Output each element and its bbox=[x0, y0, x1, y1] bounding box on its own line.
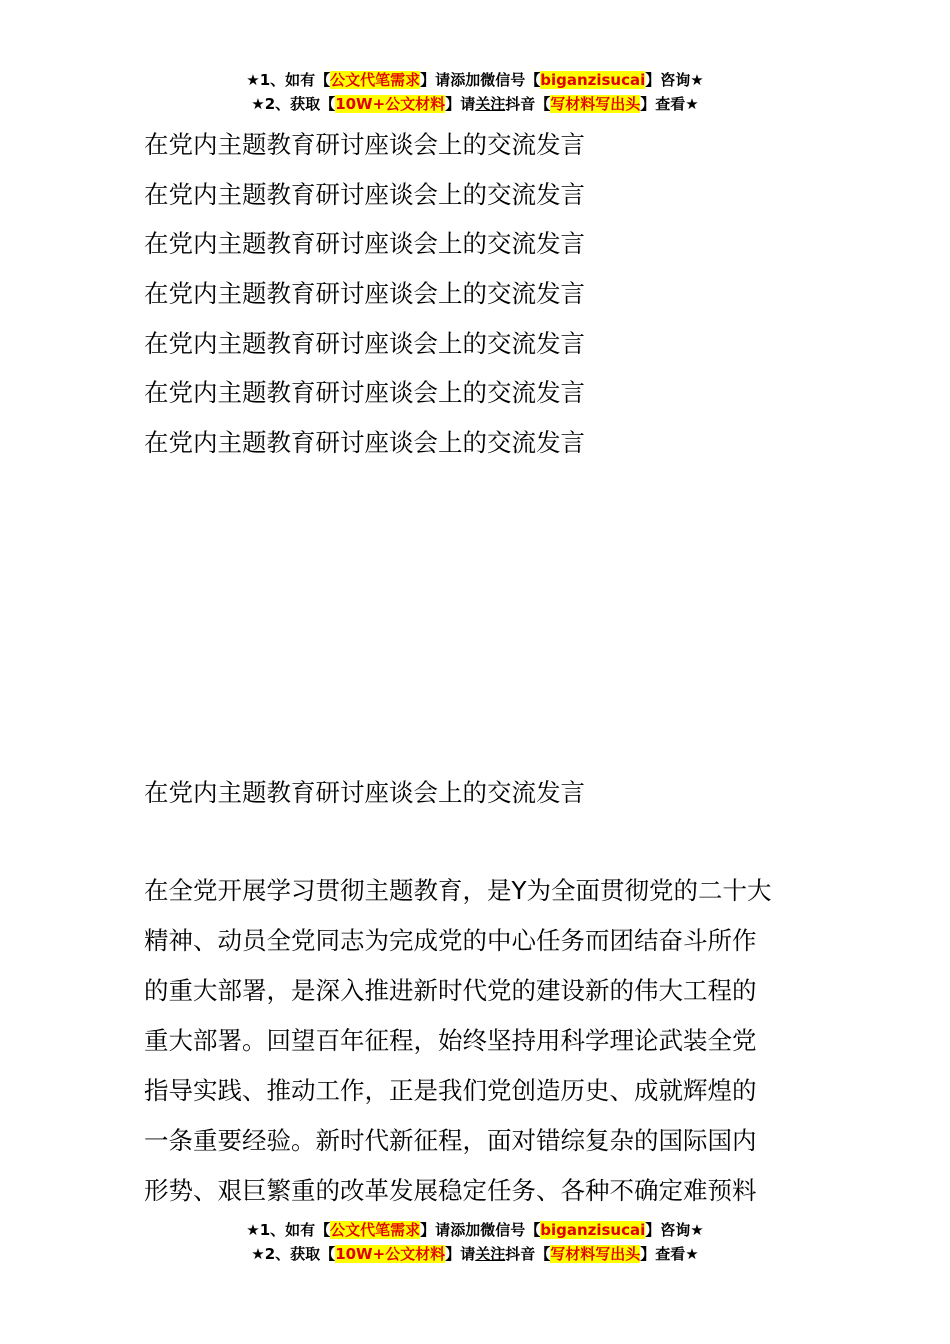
wechat-id-highlight: biganzisucai bbox=[540, 1221, 646, 1239]
title-list bbox=[144, 120, 814, 468]
header-promo-banner bbox=[0, 68, 950, 116]
douyin-id-highlight: 写材料写出头 bbox=[550, 1245, 641, 1263]
promo-line-2: ★2、获取【10W+公文材料】请关注抖音【写材料写出头】查看★ bbox=[251, 95, 699, 113]
document-title: 在党内主题教育研讨座谈会上的交流发言 bbox=[144, 778, 585, 807]
title-list-item: 在党内主题教育研讨座谈会上的交流发言 bbox=[144, 328, 585, 358]
paragraph-line: 的重大部署，是深入推进新时代党的建设新的伟大工程的 bbox=[144, 976, 757, 1005]
douyin-id-highlight: 写材料写出头 bbox=[550, 95, 641, 113]
title-list-item: 在党内主题教育研讨座谈会上的交流发言 bbox=[144, 428, 585, 458]
title-list-item: 在党内主题教育研讨座谈会上的交流发言 bbox=[144, 130, 585, 159]
body-paragraph bbox=[144, 866, 814, 1216]
promo-line-1: ★1、如有【公文代笔需求】请添加微信号【biganzisucai】咨询★ bbox=[246, 1221, 704, 1239]
promo-line-2: ★2、获取【10W+公文材料】请关注抖音【写材料写出头】查看★ bbox=[251, 1245, 699, 1263]
promo-highlight: 10W+公文材料 bbox=[335, 1245, 446, 1263]
wechat-id-highlight: biganzisucai bbox=[540, 71, 646, 89]
promo-line-1: ★1、如有【公文代笔需求】请添加微信号【biganzisucai】咨询★ bbox=[246, 71, 704, 89]
paragraph-line: 指导实践、推动工作，正是我们党创造历史、成就辉煌的 bbox=[144, 1076, 757, 1105]
paragraph-line: 一条重要经验。新时代新征程，面对错综复杂的国际国内 bbox=[144, 1126, 757, 1155]
paragraph-line: 在全党开展学习贯彻主题教育，是Y为全面贯彻党的二十大 bbox=[144, 876, 772, 905]
promo-highlight: 10W+公文材料 bbox=[335, 95, 446, 113]
title-list-item: 在党内主题教育研讨座谈会上的交流发言 bbox=[144, 378, 585, 408]
title-list-item: 在党内主题教育研讨座谈会上的交流发言 bbox=[144, 229, 585, 259]
title-list-item: 在党内主题教育研讨座谈会上的交流发言 bbox=[144, 279, 585, 309]
promo-highlight: 公文代笔需求 bbox=[330, 1221, 421, 1239]
paragraph-line: 重大部署。回望百年征程，始终坚持用科学理论武装全党 bbox=[144, 1026, 757, 1055]
title-list-item: 在党内主题教育研讨座谈会上的交流发言 bbox=[144, 179, 585, 209]
promo-highlight: 公文代笔需求 bbox=[330, 71, 421, 89]
paragraph-line: 精神、动员全党同志为完成党的中心任务而团结奋斗所作 bbox=[144, 926, 757, 955]
paragraph-line: 形势、艰巨繁重的改革发展稳定任务、各种不确定难预料 bbox=[144, 1176, 757, 1205]
footer-promo-banner bbox=[0, 1218, 950, 1266]
